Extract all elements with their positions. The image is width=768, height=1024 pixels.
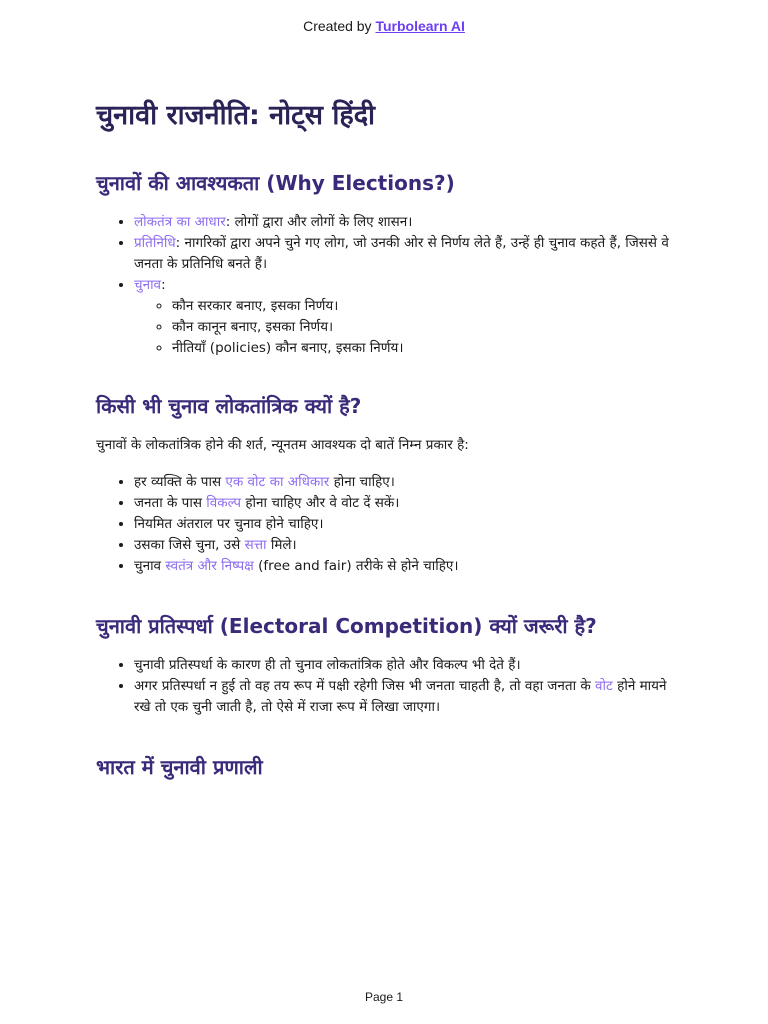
document-title: चुनावी राजनीति: नोट्स हिंदी — [96, 100, 376, 131]
item-text: होना चाहिए। — [329, 474, 395, 490]
list-item — [134, 233, 676, 275]
page-number: Page 1 — [364, 990, 404, 1004]
highlight-term: प्रतिनिधि — [134, 235, 176, 251]
list-item — [134, 493, 676, 514]
item-text: होने मायने रखे तो एक चुनी जाती है, तो ऐसे में राजा रूप में लिखा जाएगा। — [134, 678, 667, 715]
item-text: जनता के पास — [134, 495, 207, 511]
item-text: : लोगों द्वारा और लोगों के लिए शासन। — [225, 214, 413, 230]
section-heading: किसी भी चुनाव लोकतांत्रिक क्यों है? — [96, 394, 362, 418]
item-text: अगर प्रतिस्पर्धा न हुई तो वह तय रूप में पक्षी रहेगी जिस भी जनता चाहती है, तो वहा जनता के — [134, 678, 596, 694]
list-item — [134, 676, 676, 718]
list-item — [134, 275, 676, 359]
item-text: मिले। — [266, 537, 297, 553]
item-text: : नागरिकों द्वारा अपने चुने गए लोग, जो उनकी ओर से निर्णय लेते हैं, उन्हें ही चुनाव कहते हैं, जिससे वे जनता के प्रतिनिधि बनते हैं। — [134, 235, 669, 272]
section-democratic-election — [96, 391, 676, 577]
item-text: चुनाव — [134, 558, 166, 574]
section-heading: भारत में चुनावी प्रणाली — [96, 755, 263, 779]
list-item — [134, 212, 676, 233]
bullet-list — [96, 212, 676, 359]
list-item — [134, 655, 676, 676]
page-header — [0, 18, 768, 34]
highlight-term: स्वतंत्र और निष्पक्ष — [165, 558, 254, 574]
item-text: होना चाहिए और वे वोट दें सकें। — [241, 495, 400, 511]
sub-bullet-list — [134, 296, 676, 359]
section-intro: चुनावों के लोकतांत्रिक होने की शर्त, न्यूनतम आवश्यक दो बातें निम्न प्रकार है: — [96, 437, 469, 453]
highlight-term: एक वोट का अधिकार — [225, 474, 330, 490]
item-text: (free and fair) तरीके से होने चाहिए। — [253, 558, 459, 574]
document-content — [96, 96, 676, 796]
bullet-list — [96, 472, 676, 577]
turbolearn-link[interactable]: Turbolearn AI — [375, 18, 465, 34]
section-why-elections — [96, 168, 676, 359]
bullet-list — [96, 655, 676, 718]
item-text: चुनावी प्रतिस्पर्धा के कारण ही तो चुनाव लोकतांत्रिक होते और विकल्प भी देते हैं। — [134, 657, 521, 673]
section-electoral-competition — [96, 611, 676, 718]
section-heading: चुनावी प्रतिस्पर्धा (Electoral Competition) क्यों जरूरी है? — [96, 614, 597, 638]
section-heading: चुनावों की आवश्यकता (Why Elections?) — [96, 171, 455, 195]
list-item — [134, 514, 676, 535]
item-text: हर व्यक्ति के पास — [134, 474, 226, 490]
list-item — [134, 556, 676, 577]
item-text: उसका जिसे चुना, उसे — [134, 537, 245, 553]
sub-list-item: ◦ कौन सरकार बनाए, इसका निर्णय। — [172, 296, 676, 317]
highlight-term: विकल्प — [206, 495, 242, 511]
sub-list-item: ◦ कौन कानून बनाए, इसका निर्णय। — [172, 317, 676, 338]
highlight-term: लोकतंत्र का आधार — [134, 214, 226, 230]
highlight-term: वोट — [595, 678, 613, 694]
header-prefix: Created by — [303, 18, 376, 34]
list-item — [134, 535, 676, 556]
highlight-term: सत्ता — [244, 537, 267, 553]
page-footer — [0, 990, 768, 1004]
item-text: नियमित अंतराल पर चुनाव होने चाहिए। — [134, 516, 324, 532]
item-text: : — [161, 277, 166, 293]
sub-list-item: ◦ नीतियाँ (policies) कौन बनाए, इसका निर्णय। — [172, 338, 676, 359]
highlight-term: चुनाव — [134, 277, 162, 293]
section-election-system-india — [96, 752, 676, 782]
list-item — [134, 472, 676, 493]
